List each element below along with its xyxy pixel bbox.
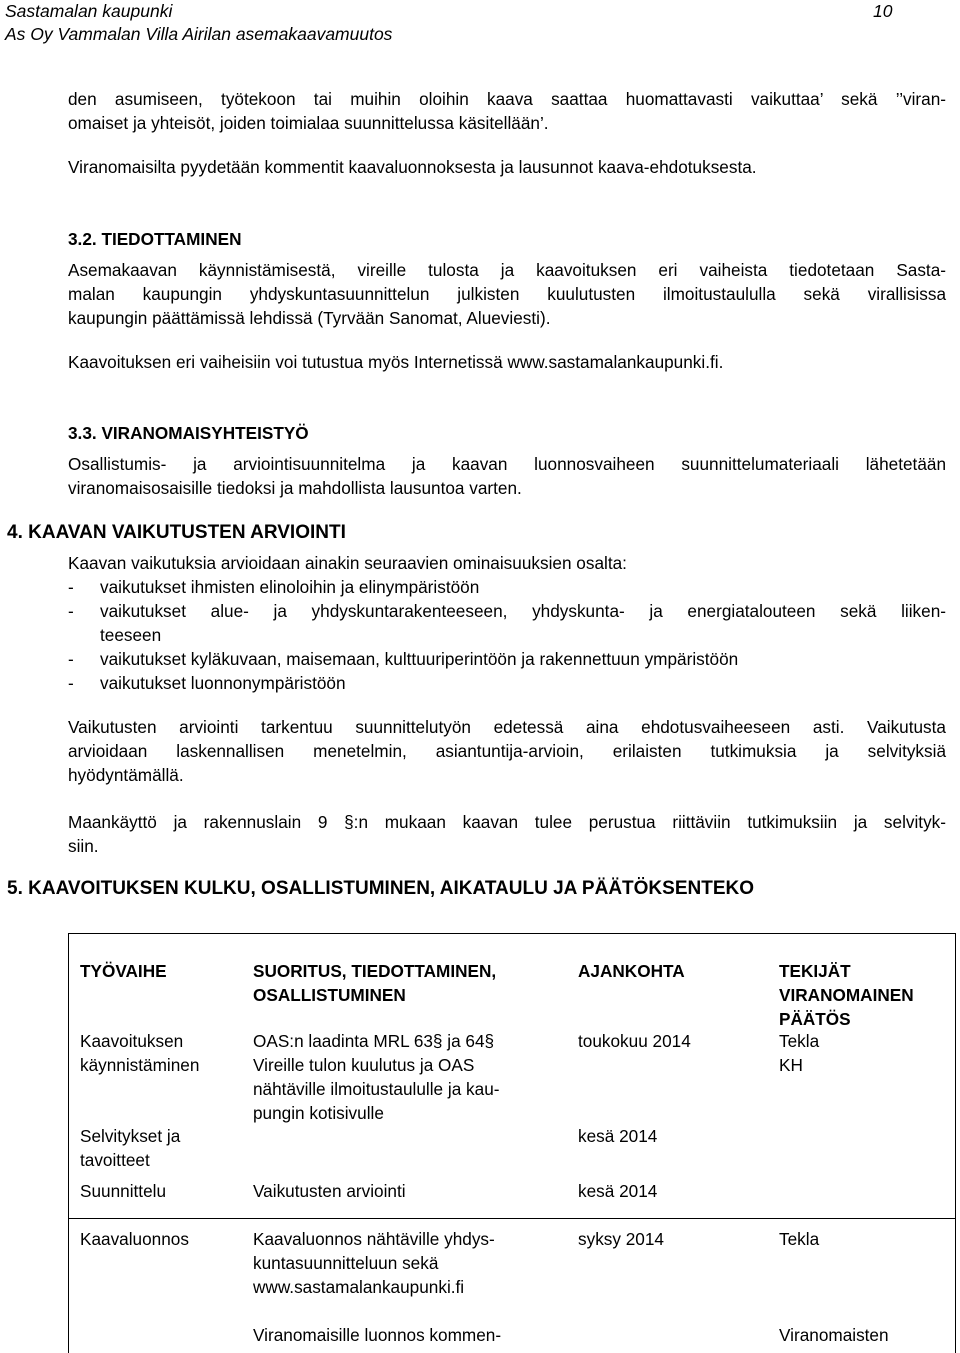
section-heading-3-3: 3.3. VIRANOMAISYHTEISTYÖ bbox=[68, 423, 309, 443]
intro-line: den asumiseen, työtekoon tai muihin oloihin kaava saattaa huomattavasti vaikuttaa’ sekä ’’viran- bbox=[68, 89, 946, 109]
intro-line: omaiset ja yhteisöt, joiden toimialaa suunnittelussa käsitellään’. bbox=[68, 113, 549, 133]
table-header-ajankohta: AJANKOHTA bbox=[578, 961, 685, 981]
table-header-suoritus: SUORITUS, TIEDOTTAMINEN, OSALLISTUMINEN bbox=[253, 961, 497, 1005]
table-header-tekijat: TEKIJÄT VIRANOMAINEN PÄÄTÖS bbox=[779, 961, 914, 1029]
table-cell: Selvitykset ja tavoitteet bbox=[80, 1126, 181, 1170]
header-city: Sastamalan kaupunki bbox=[5, 1, 173, 21]
table-cell: syksy 2014 bbox=[578, 1229, 664, 1249]
paragraph-line: viranomaisosaisille tiedoksi ja mahdollista lausuntoa varten. bbox=[68, 478, 522, 498]
paragraph-line: arvioidaan laskennallisen menetelmin, asiantuntija-arvioin, erilaisten tutkimuksia ja selvityksiä bbox=[68, 741, 946, 761]
process-table bbox=[68, 933, 956, 1353]
table-border-top bbox=[68, 933, 956, 934]
intro-line: Viranomaisilta pyydetään kommentit kaavaluonnoksesta ja lausunnot kaava-ehdotuksesta. bbox=[68, 157, 757, 177]
table-cell: toukokuu 2014 bbox=[578, 1031, 691, 1051]
table-cell: Vaikutusten arviointi bbox=[253, 1181, 406, 1201]
section-heading-5: 5. KAAVOITUKSEN KULKU, OSALLISTUMINEN, AIKATAULU JA PÄÄTÖKSENTEKO bbox=[7, 878, 754, 899]
paragraph-line: Kaavoituksen eri vaiheisiin voi tutustua myös Internetissä www.sastamalankaupunki.fi. bbox=[68, 352, 724, 372]
table-cell: kesä 2014 bbox=[578, 1181, 658, 1201]
paragraph-line: siin. bbox=[68, 836, 99, 856]
table-row-divider bbox=[68, 1218, 956, 1219]
table-cell: Kaavoituksen käynnistäminen bbox=[80, 1031, 200, 1075]
table-cell: Tekla Viranomaisten bbox=[779, 1229, 889, 1345]
page-number: 10 bbox=[873, 1, 893, 21]
table-cell: Kaavaluonnos bbox=[80, 1229, 189, 1249]
section-heading-3-2: 3.2. TIEDOTTAMINEN bbox=[68, 229, 242, 249]
page-header bbox=[5, 0, 905, 46]
table-border-left bbox=[68, 933, 69, 1353]
paragraph-line: malan kaupungin yhdyskuntasuunnittelun julkisten kuulutusten ilmoitustaululla sekä virallisissa bbox=[68, 284, 946, 304]
header-project-title: As Oy Vammalan Villa Airilan asemakaavamuutos bbox=[5, 24, 393, 44]
table-cell: Kaavaluonnos nähtäville yhdys- kuntasuunnitteluun sekä www.sastamalankaupunki.fi Viranomaisille luonnos kommen- bbox=[253, 1229, 502, 1345]
table-cell: Tekla KH bbox=[779, 1031, 820, 1075]
paragraph-line: Osallistumis- ja arviointisuunnitelma ja kaavan luonnosvaiheen suunnittelumateriaali lähetetään bbox=[68, 454, 946, 474]
table-border-right bbox=[955, 933, 956, 1353]
paragraph-line: kaupungin päättämissä lehdissä (Tyrvään Sanomat, Alueviesti). bbox=[68, 308, 551, 328]
paragraph-line: Asemakaavan käynnistämisestä, vireille tulosta ja kaavoituksen eri vaiheista tiedotetaan Sasta- bbox=[68, 260, 946, 280]
table-cell: OAS:n laadinta MRL 63§ ja 64§ Vireille tulon kuulutus ja OAS nähtäville ilmoitustaululle ja kau- pungin kotisivulle bbox=[253, 1031, 500, 1123]
table-header-tyovaihe: TYÖVAIHE bbox=[80, 961, 167, 981]
paragraph-line: Maankäyttö ja rakennuslain 9 §:n mukaan kaavan tulee perustua riittäviin tutkimuksiin ja selvityk- bbox=[68, 812, 946, 832]
section-heading-4: 4. KAAVAN VAIKUTUSTEN ARVIOINTI bbox=[7, 522, 346, 543]
table-cell: Suunnittelu bbox=[80, 1181, 167, 1201]
paragraph-line: Vaikutusten arviointi tarkentuu suunnittelutyön edetessä aina ehdotusvaiheeseen asti. Vaikutusta bbox=[68, 717, 946, 737]
paragraph-line: hyödyntämällä. bbox=[68, 765, 184, 785]
table-cell: kesä 2014 bbox=[578, 1126, 658, 1146]
paragraph-line: Kaavan vaikutuksia arvioidaan ainakin seuraavien ominaisuuksien osalta: bbox=[68, 553, 627, 573]
